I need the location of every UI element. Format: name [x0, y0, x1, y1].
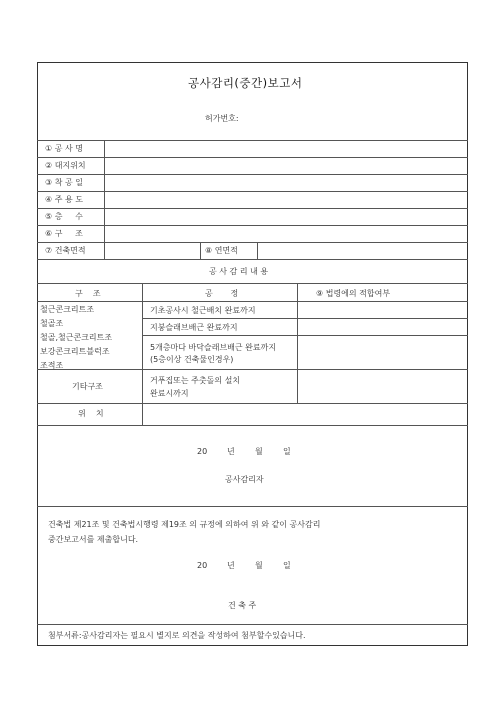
permit-number-label: 허가번호: — [205, 114, 239, 123]
process-item: 5개층마다 바닥슬래브배근 완료까지 — [150, 343, 277, 352]
form-title: 공사감리(중간)보고서 — [188, 76, 303, 90]
start-date-value[interactable] — [105, 175, 467, 190]
statement-line: 중간보고서를 제출합니다. — [48, 535, 139, 544]
compliance-cell[interactable] — [298, 319, 467, 334]
structure-item: 철근콘크리트조 — [40, 305, 95, 314]
date2-year-unit: 년 — [227, 561, 235, 570]
field-label-start-date: ③ 착 공 일 — [45, 178, 83, 187]
date1-year-unit: 년 — [227, 447, 235, 456]
date1-day-unit: 일 — [283, 447, 291, 456]
field-label-structure: ⑥ 구 조 — [45, 229, 83, 238]
compliance-cell[interactable] — [298, 336, 467, 368]
floors-value[interactable] — [105, 209, 467, 224]
date2-day-unit: 일 — [283, 561, 291, 570]
field-label-total-floor-area: ⑧ 연면적 — [205, 246, 238, 255]
structure-item: 철골,철근콘크리트조 — [40, 333, 113, 342]
structure-value[interactable] — [105, 226, 467, 241]
date2-month-unit: 월 — [255, 561, 263, 570]
project-name-value[interactable] — [105, 141, 467, 156]
structure-item: 철골조 — [40, 319, 64, 328]
site-location-value[interactable] — [105, 158, 467, 173]
supervisor-label: 공사감리자 — [225, 475, 264, 484]
other-process-item: 완료시까지 — [150, 389, 189, 398]
field-label-site-location: ② 대지위치 — [45, 161, 86, 170]
process-item: 기초공사시 철근배치 완료까지 — [150, 306, 256, 315]
structure-item: 보강콘크리트블럭조 — [40, 347, 110, 356]
compliance-cell[interactable] — [298, 370, 467, 402]
building-area-value[interactable] — [105, 243, 199, 258]
header-compliance: ⑨ 법령에의 적합여부 — [316, 289, 391, 298]
location-value[interactable] — [143, 404, 467, 424]
structure-item: 조적조 — [40, 361, 64, 370]
process-item: 지붕슬래브배근 완료까지 — [150, 323, 238, 332]
compliance-cell[interactable] — [298, 302, 467, 317]
date1-year: 20 — [197, 447, 208, 456]
section-title: 공 사 감 리 내 용 — [209, 267, 269, 276]
total-floor-area-value[interactable] — [258, 243, 467, 258]
date2-year: 20 — [197, 561, 208, 570]
attachment-note: 첨부서류:공사감리자는 필요시 별지로 의견을 작성하여 첨부할수있습니다. — [48, 631, 306, 640]
recipient-label: 건 축 주 — [228, 601, 257, 610]
other-structure-label: 기타구조 — [72, 382, 103, 391]
date1-month-unit: 월 — [255, 447, 263, 456]
header-process: 공 정 — [205, 289, 239, 298]
field-label-main-use: ④ 주 용 도 — [45, 195, 83, 204]
statement-line: 건축법 제21조 및 건축법시행령 제19조 의 규정에 의하여 위 와 같이 공사감리 — [48, 520, 321, 529]
field-label-project-name: ① 공 사 명 — [45, 144, 83, 153]
main-use-value[interactable] — [105, 192, 467, 207]
field-label-floors: ⑤ 층 수 — [45, 212, 83, 221]
field-label-building-area: ⑦ 건축면적 — [45, 246, 86, 255]
header-structure: 구 조 — [75, 289, 101, 298]
other-process-item: 거푸집또는 주춧돌의 설치 — [150, 376, 241, 385]
process-item-note: (5층이상 건축물인경우) — [150, 355, 234, 364]
location-label: 위 치 — [78, 409, 104, 418]
